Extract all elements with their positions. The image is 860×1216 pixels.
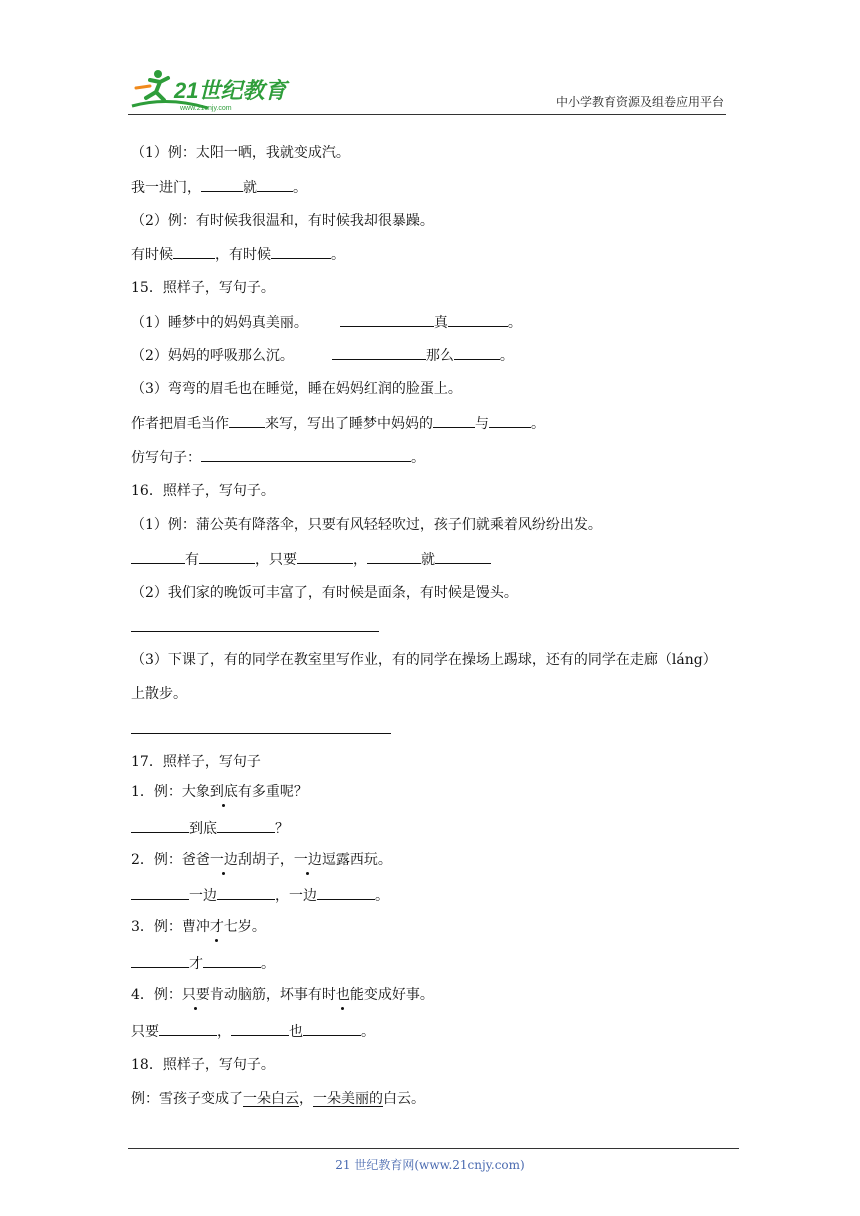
answer-blank[interactable] [201, 177, 243, 192]
platform-name: 中小学教育资源及组卷应用平台 [555, 95, 724, 109]
q16-title: 16．照样子，写句子。 [131, 483, 275, 499]
answer-blank[interactable] [131, 818, 189, 833]
q16-item-1: （1）例：蒲公英有降落伞，只要有风轻轻吹过，孩子们就乘着风纷纷出发。 [131, 517, 602, 533]
q15-item-1: （1）睡梦中的妈妈真美丽。 真 。 [131, 312, 522, 333]
logo-icon [128, 66, 298, 112]
answer-blank[interactable] [297, 549, 353, 564]
q17-example-1: 1．例：大象到底有多重呢？ [131, 784, 308, 800]
answer-blank[interactable] [229, 413, 265, 428]
answer-blank[interactable] [271, 244, 331, 259]
answer-blank[interactable] [201, 447, 411, 462]
svg-text:www.21cnjy.com: www.21cnjy.com [180, 105, 232, 112]
q14-example-1: （1）例：太阳一晒，我就变成汽。 [131, 145, 350, 161]
q17-example-4: 4．例：只要肯动脑筋，坏事有时也能变成好事。 [131, 987, 434, 1003]
q17-title: 17．照样子，写句子 [131, 754, 261, 770]
answer-blank[interactable] [131, 549, 185, 564]
answer-blank[interactable] [367, 549, 421, 564]
answer-blank[interactable] [217, 885, 275, 900]
q17-example-3: 3．例：曹冲才七岁。 [131, 919, 266, 935]
q17-answer-2: 一边 ，一边 。 [131, 885, 389, 906]
q17-answer-3: 才 。 [131, 953, 275, 974]
q15-imitate: 仿写句子： 。 [131, 447, 425, 468]
q14-example-2: （2）例：有时候我很温和，有时候我却很暴躁。 [131, 213, 434, 229]
answer-blank[interactable] [199, 549, 255, 564]
svg-text:21世纪教育: 21世纪教育 [174, 78, 287, 103]
q16-item-1-answer: 有 ，只要 ， 就 [131, 549, 491, 570]
answer-blank[interactable] [435, 549, 491, 564]
q14-answer-1: 我一进门， 就 。 [131, 177, 307, 198]
answer-line[interactable] [131, 631, 379, 632]
answer-blank[interactable] [317, 885, 375, 900]
footer-divider [128, 1148, 739, 1149]
answer-blank[interactable] [159, 1021, 217, 1036]
answer-blank[interactable] [203, 953, 261, 968]
q16-item-3: （3）下课了，有的同学在教室里写作业，有的同学在操场上踢球，还有的同学在走廊（láng） [131, 652, 717, 668]
answer-blank[interactable] [303, 1021, 361, 1036]
answer-blank[interactable] [433, 413, 475, 428]
answer-line[interactable] [131, 733, 391, 734]
answer-blank[interactable] [231, 1021, 289, 1036]
answer-blank[interactable] [332, 345, 426, 360]
q15-title: 15．照样子，写句子。 [131, 280, 275, 296]
answer-blank[interactable] [454, 345, 500, 360]
q15-item-3: （3）弯弯的眉毛也在睡觉，睡在妈妈红润的脸蛋上。 [131, 381, 462, 397]
footer-link[interactable]: 21 世纪教育网(www.21cnjy.com) [335, 1158, 525, 1172]
answer-blank[interactable] [489, 413, 531, 428]
q18-example: 例：雪孩子变成了一朵白云，一朵美丽的白云。 [131, 1091, 425, 1107]
answer-blank[interactable] [217, 818, 275, 833]
answer-blank[interactable] [448, 312, 508, 327]
page-header [128, 66, 726, 115]
q15-item-3-answer: 作者把眉毛当作 来写，写出了睡梦中妈妈的 与 。 [131, 413, 545, 434]
q18-title: 18．照样子，写句子。 [131, 1057, 275, 1073]
q15-item-2: （2）妈妈的呼吸那么沉。 那么 。 [131, 345, 514, 366]
q16-item-2: （2）我们家的晚饭可丰富了，有时候是面条，有时候是馒头。 [131, 585, 518, 601]
answer-blank[interactable] [131, 953, 189, 968]
q17-example-2: 2．例：爸爸一边刮胡子，一边逗露西玩。 [131, 852, 392, 868]
answer-blank[interactable] [173, 244, 215, 259]
q16-item-3-cont: 上散步。 [131, 686, 187, 702]
answer-blank[interactable] [340, 312, 434, 327]
answer-blank[interactable] [131, 885, 189, 900]
q17-answer-4: 只要 ， 也 。 [131, 1021, 375, 1042]
q14-answer-2: 有时候 ，有时候 。 [131, 244, 345, 265]
answer-blank[interactable] [257, 177, 293, 192]
q17-answer-1: 到底 ？ [131, 818, 289, 839]
